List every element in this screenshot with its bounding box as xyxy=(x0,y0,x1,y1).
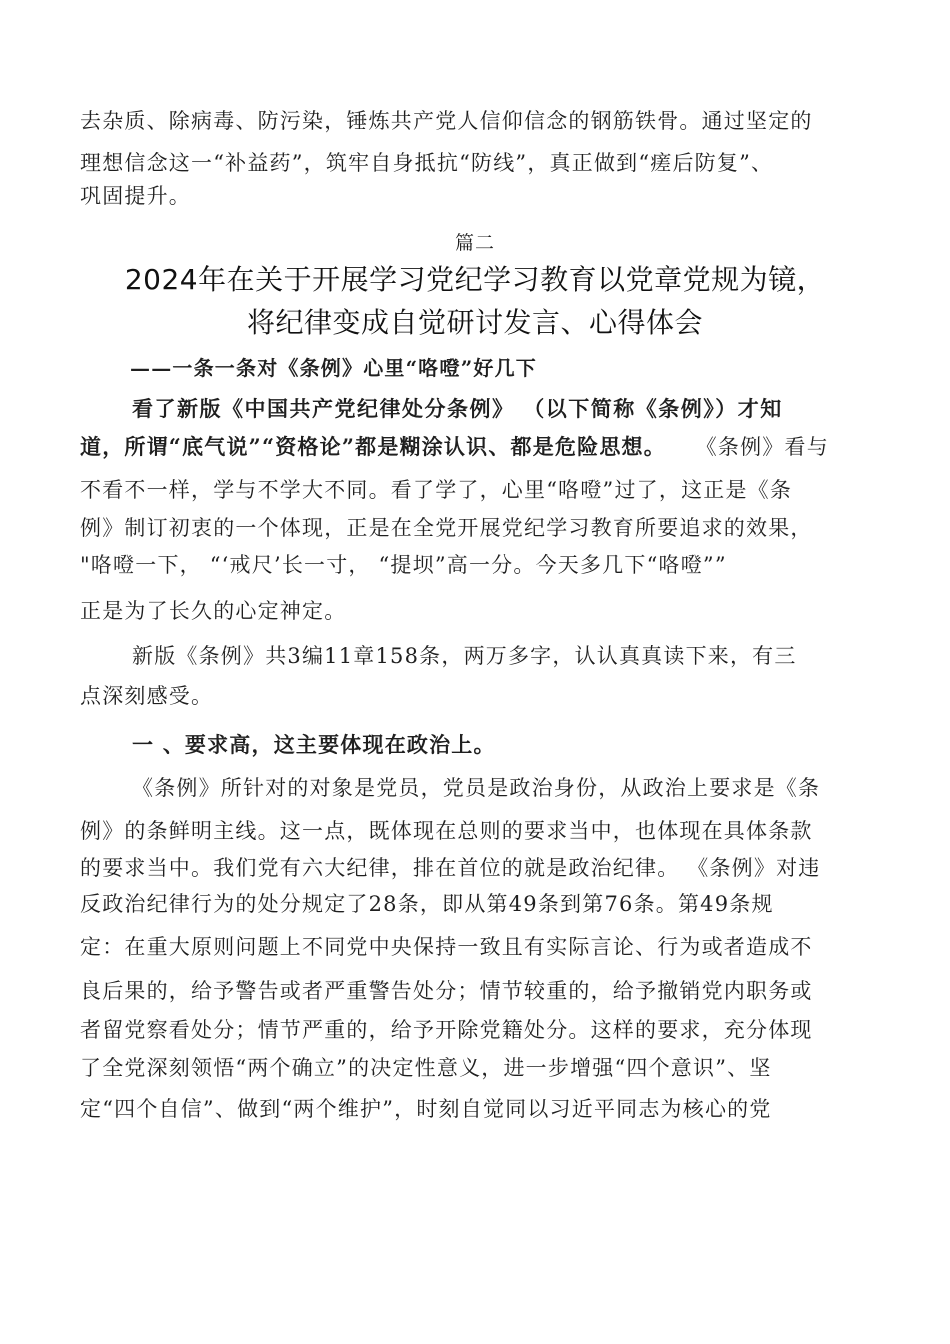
intro-bold-line-2: 道，所谓“底气说”“资格论”都是糊涂认识、都是危险思想。 xyxy=(80,434,666,459)
document-subtitle: ——一条一条对《条例》心里“咯噔”好几下 xyxy=(130,356,538,380)
text-line: 定：在重大原则问题上不同党中央保持一致且有实际言论、行为或者造成不 xyxy=(80,935,813,959)
text-line: 不看不一样，学与不学大不同。看了学了，心里“咯噔”过了，这正是《条 xyxy=(80,478,793,502)
text-line: 反政治纪律行为的处分规定了28条，即从第49条到第76条。第49条规 xyxy=(80,892,774,916)
text-line: 例》的条鲜明主线。这一点，既体现在总则的要求当中，也体现在具体条款 xyxy=(80,819,813,843)
text-line: 例》制订初衷的一个体现，正是在全党开展党纪学习教育所要追求的效果， xyxy=(80,516,813,540)
text-line: 《条例》所针对的对象是党员，党员是政治身份，从政治上要求是《条 xyxy=(132,776,821,800)
text-line: 理想信念这一“补益药”，筑牢自身抵抗“防线”，真正做到“瘥后防复”、 xyxy=(80,151,774,175)
text-line: 良后果的，给予警告或者严重警告处分；情节较重的，给予撤销党内职务或 xyxy=(80,979,813,1003)
text-line: 正是为了长久的心定神定。 xyxy=(80,599,347,623)
document-title-line-2: 将纪律变成自觉研讨发言、心得体会 xyxy=(246,306,703,339)
intro-bold-line-1: 看了新版《中国共产党纪律处分条例》 （以下简称《条例》）才知 xyxy=(132,396,783,421)
text-line: 的要求当中。我们党有六大纪律，排在首位的就是政治纪律。 《条例》对违 xyxy=(80,856,821,880)
section-label: 篇二 xyxy=(454,232,495,254)
intro-line-2-tail: 《条例》看与 xyxy=(695,435,829,459)
text-line: 者留党察看处分；情节严重的，给予开除党籍处分。这样的要求，充分体现 xyxy=(80,1018,813,1042)
document-title-line-1: 2024年在关于开展学习党纪学习教育以党章党规为镜， xyxy=(124,263,826,296)
section-heading: 一 、要求高，这主要体现在政治上。 xyxy=(132,732,496,757)
text-line: 巩固提升。 xyxy=(80,184,191,208)
text-line: 去杂质、除病毒、防污染，锤炼共产党人信仰信念的钢筋铁骨。通过坚定的 xyxy=(80,109,813,133)
text-line: "咯噔一下， “‘戒尺’长一寸， “提坝”高一分。今天多几下“咯噔”” xyxy=(80,553,727,577)
text-line: 了全党深刻领悟“两个确立”的决定性意义，进一步增强“四个意识”、坚 xyxy=(80,1056,772,1080)
text-line: 点深刻感受。 xyxy=(80,684,214,708)
text-line: 定“四个自信”、做到“两个维护”，时刻自觉同以习近平同志为核心的党 xyxy=(80,1097,772,1121)
intro-line-2 xyxy=(80,432,829,462)
text-line: 新版《条例》共3编11章158条，两万多字，认认真真读下来，有三 xyxy=(132,644,797,668)
